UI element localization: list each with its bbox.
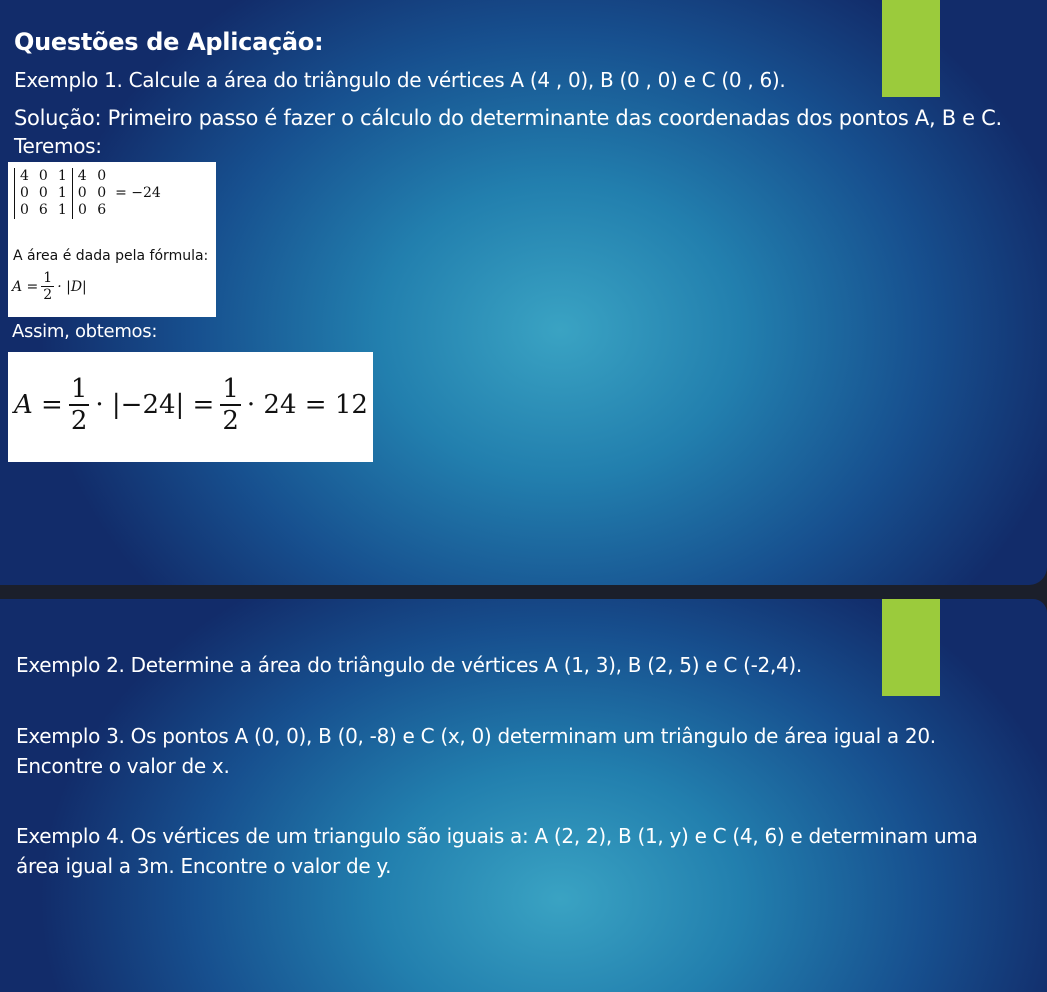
- slide-title: Questões de Aplicação:: [14, 28, 324, 56]
- assim-text: Assim, obtemos:: [12, 321, 158, 342]
- matrix-cell: 0: [15, 202, 34, 219]
- matrix-cell: 0: [78, 202, 87, 218]
- matrix-cell: 4: [77, 168, 87, 184]
- example-3-text-line-2: Encontre o valor de x.: [16, 754, 230, 778]
- formula-rhs: · |D|: [57, 278, 87, 295]
- matrix-cell: 1: [53, 185, 72, 202]
- fraction-denominator: 2: [222, 406, 239, 436]
- determinant-matrix: [14, 168, 166, 219]
- fraction-denominator: 2: [70, 406, 88, 436]
- area-formula: [12, 270, 87, 303]
- example-4-text: Exemplo 4. Os vértices de um triangulo são iguais a: A (2, 2), B (1, y) e C (4, 6) e determinam uma: [16, 824, 978, 848]
- fraction-denominator: 2: [43, 287, 53, 303]
- final-mid: · |−24| =: [95, 390, 215, 420]
- example-2-text: Exemplo 2. Determine a área do triângulo de vértices A (1, 3), B (2, 5) e C (-2,4).: [16, 653, 802, 677]
- accent-bar: [882, 599, 940, 696]
- matrix-cell: 0: [97, 168, 107, 184]
- fraction: [41, 270, 54, 303]
- slide-2: [0, 599, 1047, 992]
- matrix-cell: 6: [38, 202, 48, 218]
- result-card: [8, 352, 373, 462]
- matrix-cell: 0: [97, 185, 107, 201]
- formula-lhs: A =: [12, 278, 39, 295]
- matrix-cell: 0: [77, 185, 87, 201]
- teremos-text: Teremos:: [14, 134, 102, 158]
- fraction-numerator: 1: [222, 374, 239, 404]
- determinant-result: = −24: [115, 185, 161, 201]
- determinant-card: [8, 162, 216, 317]
- area-formula-caption: A área é dada pela fórmula:: [13, 248, 209, 264]
- matrix-cell: 1: [53, 168, 72, 185]
- final-formula: [14, 374, 368, 436]
- accent-bar: [882, 0, 940, 97]
- solution-text: Solução: Primeiro passo é fazer o cálculo do determinante das coordenadas dos pontos A, B e C.: [14, 106, 1002, 130]
- example-4-text-line-2: área igual a 3m. Encontre o valor de y.: [16, 854, 392, 878]
- fraction-numerator: 1: [43, 270, 53, 286]
- matrix-cell: 4: [15, 168, 34, 185]
- matrix-cell: 0: [38, 168, 48, 184]
- example-3-text: Exemplo 3. Os pontos A (0, 0), B (0, -8) e C (x, 0) determinam um triângulo de área igual a 20.: [16, 724, 936, 748]
- final-lhs: A =: [14, 390, 63, 420]
- fraction: [69, 374, 90, 436]
- fraction: [220, 374, 241, 436]
- matrix-cell: 1: [53, 202, 72, 219]
- fraction-numerator: 1: [70, 374, 88, 404]
- matrix-cell: 6: [97, 202, 107, 218]
- matrix-cell: 0: [15, 185, 34, 202]
- example-1-text: Exemplo 1. Calcule a área do triângulo de vértices A (4 , 0), B (0 , 0) e C (0 , 6).: [14, 68, 786, 92]
- final-rhs: · 24 = 12: [246, 390, 368, 420]
- matrix-cell: 0: [38, 185, 48, 201]
